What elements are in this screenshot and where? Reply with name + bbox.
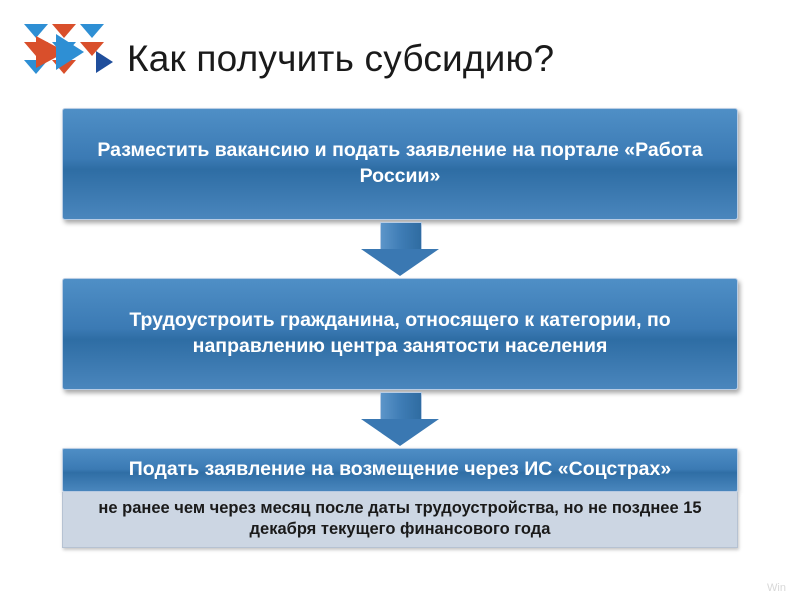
- page-title: [96, 38, 554, 80]
- flow-arrow-1: [62, 220, 738, 278]
- flow-step-3[interactable]: [62, 448, 738, 492]
- down-arrow-icon: [361, 222, 439, 276]
- flow-step-3-note-label: не ранее чем через месяц после даты трудоустройства, но не позднее 15 декабря текущего финансового года: [98, 499, 702, 539]
- down-arrow-icon: [361, 392, 439, 446]
- flow-step-1-label: Разместить вакансию и подать заявление на портале «Работа России»: [97, 139, 703, 187]
- flow-arrow-2: [62, 390, 738, 448]
- title-text: Как получить субсидию?: [127, 38, 555, 79]
- flow-step-2-label: Трудоустроить гражданина, относящего к категории, по направлению центра занятости населения: [129, 309, 671, 357]
- triangle-bullet-icon: [96, 51, 113, 73]
- flow-step-2[interactable]: [62, 278, 738, 390]
- flow-step-1[interactable]: [62, 108, 738, 220]
- arrow-head: [361, 419, 439, 446]
- flow-diagram: [62, 108, 738, 548]
- flow-step-3-label: Подать заявление на возмещение через ИС «Соцстрах»: [128, 458, 672, 481]
- flow-step-3-note: [62, 492, 738, 548]
- arrow-stem: [380, 392, 422, 421]
- arrow-stem: [380, 222, 422, 251]
- arrow-head: [361, 249, 439, 276]
- corner-watermark: Win: [767, 582, 786, 594]
